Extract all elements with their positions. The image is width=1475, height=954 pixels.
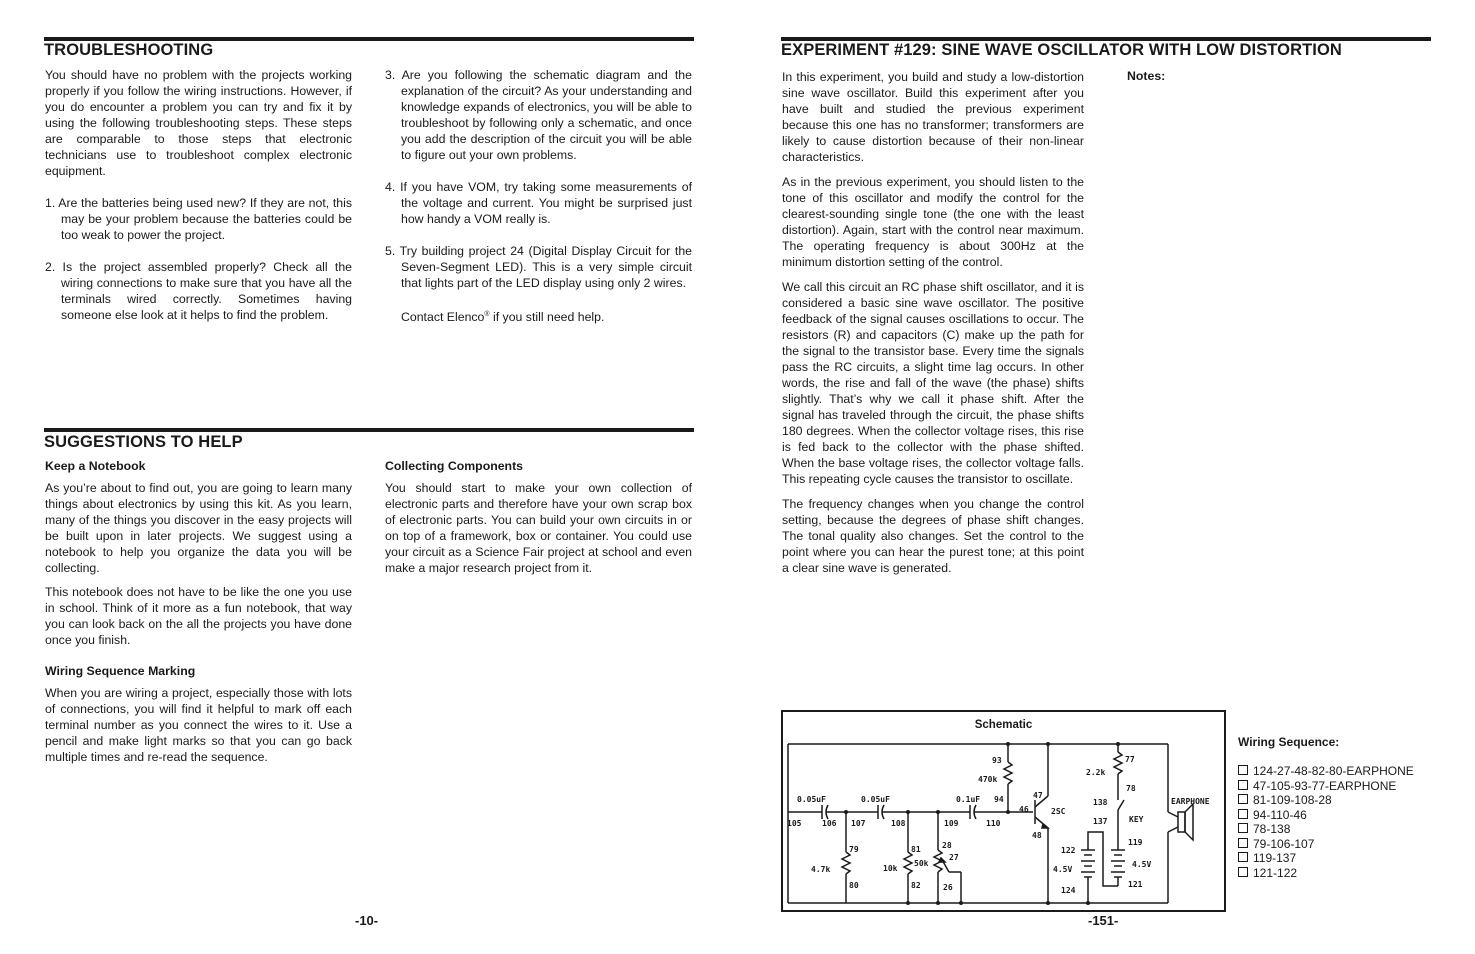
troubleshooting-item-2: 2. Is the project assembled properly? Check all the wiring connections to make sure that you have all the terminals wired correctly. Sometimes having someone else look at it helps to find the problem. [45,260,352,322]
label-94: 94 [994,795,1004,804]
wiring-item[interactable] [1238,822,1438,837]
notes-label: Notes: [1127,69,1166,83]
label-4-5v-1: 4.5V [1053,865,1073,874]
label-107: 107 [851,819,866,828]
experiment-text-column [782,69,1084,576]
wiring-item[interactable] [1238,779,1438,794]
label-108: 108 [891,819,906,828]
label-26: 26 [943,883,953,892]
wiring-item[interactable] [1238,808,1438,823]
collecting-heading: Collecting Components [385,459,523,473]
experiment-paragraph-2: As in the previous experiment, you should listen to the tone of this oscillator and modify the control for the clearest-sounding single tone (the one with the least distortion). Again, start with the control near maximum. The operating frequency is about 300Hz at the minimum distortion setting of the control. [782,175,1084,269]
label-110: 110 [986,819,1001,828]
schematic-title: Schematic [974,719,1033,731]
checkbox-icon[interactable] [1238,838,1248,848]
label-2-2k: 2.2k [1086,768,1106,777]
checkbox-icon[interactable] [1238,852,1248,862]
notebook-paragraph-1: As you’re about to find out, you are going to learn many things about electronics by using this kit. As you learn, many of the things you discover in the easy projects will be built upon in later projects. We suggest using a notebook to help you organize the data you will be collecting. [45,481,352,575]
contact-line [385,307,692,325]
wiring-sequence-title: Wiring Sequence: [1238,735,1340,749]
experiment-paragraph-4: The frequency changes when you change the control setting, because the degrees of phase shift changes. The tonal quality also changes. Set the control to the point where you can hear the purest tone; at this point a clear sine wave is generated. [782,497,1084,575]
suggestions-heading: SUGGESTIONS TO HELP [44,433,243,451]
checkbox-icon[interactable] [1238,809,1248,819]
troubleshooting-list-a [45,195,352,323]
checkbox-icon[interactable] [1238,780,1248,790]
wiring-marking-paragraph: When you are wiring a project, especially those with lots of connections, you will find it helpful to mark off each terminal number as you connect the wires to it. Use a pencil and make light marks so that you can go back multiple times and re-read the sequence. [45,686,352,764]
suggestions-col-2 [385,459,692,576]
label-48: 48 [1032,831,1042,840]
experiment-paragraph-1: In this experiment, you build and study a low-distortion sine wave oscillator. Build this experiment after you have built and studied the previous experiment because this one has no transformer; transformers are likely to cause distortion because of their non-linear characteristics. [782,70,1084,164]
troubleshooting-item-5: 5. Try building project 24 (Digital Display Circuit for the Seven-Segment LED). This is a very simple circuit that lights part of the LED display using only 2 wires. [385,244,692,290]
label-2sc: 2SC [1051,807,1066,816]
registered-mark: ® [484,311,490,318]
wiring-item-text: 124-27-48-82-80-EARPHONE [1253,764,1414,778]
label-109: 109 [944,819,959,828]
wiring-item-text: 47-105-93-77-EARPHONE [1253,778,1397,793]
wiring-item-text: 78-138 [1253,822,1291,836]
troubleshooting-col-1 [45,67,352,323]
label-c1: 0.05uF [797,795,826,804]
wiring-item-text: 81-109-108-28 [1253,793,1332,807]
right-page-number: -151- [1088,913,1119,928]
troubleshooting-item-1: 1. Are the batteries being used new? If they are not, this may be your problem because the batteries could be too weak to power the project. [45,196,352,242]
suggestions-rule [44,428,694,432]
wiring-sequence [1238,735,1438,880]
wiring-item[interactable] [1238,866,1438,881]
suggestions-col-1 [45,459,352,765]
label-82: 82 [911,881,921,890]
label-10k: 10k [883,864,898,873]
troubleshooting-heading: TROUBLESHOOTING [44,41,214,59]
label-121: 121 [1128,880,1143,889]
troubleshooting-item-4: 4. If you have VOM, try taking some measurements of the voltage and current. You might be surprised just how handy a VOM really is. [385,180,692,226]
label-47: 47 [1033,791,1043,800]
label-81: 81 [911,845,921,854]
wiring-sequence-list [1238,764,1438,880]
notebook-heading: Keep a Notebook [45,459,146,473]
label-93: 93 [992,756,1002,765]
label-earphone: EARPHONE [1171,797,1210,806]
label-27: 27 [949,853,959,862]
label-80: 80 [849,881,859,890]
wiring-item[interactable] [1238,837,1438,852]
wiring-item[interactable] [1238,793,1438,808]
wiring-item-text: 79-106-107 [1253,836,1315,851]
label-c2: 0.05uF [861,795,890,804]
label-key: KEY [1129,815,1144,824]
contact-post: if you still need help. [489,310,605,325]
wiring-item-text: 94-110-46 [1253,807,1307,822]
notebook-paragraph-2: This notebook does not have to be like the one you use in school. Think of it more as a fun notebook, that way you can look back on the all the projects you have done once you finish. [45,585,352,647]
label-79: 79 [849,845,859,854]
label-138: 138 [1093,798,1108,807]
troubleshooting-col-2 [385,67,692,325]
troubleshooting-list-b [385,67,692,291]
checkbox-icon[interactable] [1238,794,1248,804]
label-106: 106 [822,819,837,828]
experiment-heading: EXPERIMENT #129: SINE WAVE OSCILLATOR WITH LOW DISTORTION [781,41,1342,59]
checkbox-icon[interactable] [1238,765,1248,775]
wiring-item-text: 121-122 [1253,865,1298,880]
label-77: 77 [1125,755,1135,764]
label-124: 124 [1061,886,1076,895]
wiring-marking-heading: Wiring Sequence Marking [45,664,196,678]
contact-pre: Contact Elenco [401,310,485,325]
label-4-5v-2: 4.5V [1132,860,1152,869]
left-page-number: -10- [355,913,379,928]
collecting-paragraph: You should start to make your own collection of electronic parts and therefore have your own scrap box of electronic parts. You can build your own circuits in or on top of a framework, box or container. You could use your circuit as a Science Fair project at school and even make a major research project from it. [385,481,692,575]
checkbox-icon[interactable] [1238,867,1248,877]
wiring-item[interactable] [1238,851,1438,866]
wiring-item-text: 119-137 [1253,851,1297,865]
label-122: 122 [1061,846,1076,855]
label-105: 105 [787,819,802,828]
schematic-diagram [783,712,1224,910]
label-4-7k: 4.7k [811,865,831,874]
label-137: 137 [1093,817,1108,826]
label-119: 119 [1128,838,1143,847]
label-28: 28 [942,841,952,850]
label-50k: 50k [914,859,929,868]
label-78: 78 [1126,784,1136,793]
troubleshooting-item-3: 3. Are you following the schematic diagram and the explanation of the circuit? As your understanding and knowledge expands of electronics, you will be able to troubleshoot by following only a schematic, and once you add the description of the circuit you will be able to figure out your own problems. [385,68,692,162]
label-c3: 0.1uF [956,795,981,804]
label-46: 46 [1019,805,1029,814]
schematic-frame [781,710,1226,912]
label-470k: 470k [978,775,998,784]
troubleshooting-intro: You should have no problem with the projects working properly if you follow the wiring instructions. However, if you do encounter a problem you can try and fix it by using the following troubleshooting steps. These steps are comparable to those steps that electronic technicians use to troubleshoot complex electronic equipment. [45,68,352,178]
experiment-paragraph-3: We call this circuit an RC phase shift oscillator, and it is considered a basic sine wave oscillator. The positive feedback of the signal causes oscillations to occur. The resistors (R) and capacitors (C) make up the path for the signal to the transistor base. Every time the signals pass the RC circuits, a slight time lag occurs. In other words, the rise and fall of the wave (the phase) shifts slightly. That’s why we call it phase shift. After the signal has traveled through the circuit, the phase shifts 180 degrees. When the collector voltage rises, this rise is fed back to the collector with the phase shifted. When the base voltage rises, the collector voltage falls. This repeating cycle causes the transistor to oscillate. [782,280,1084,486]
checkbox-icon[interactable] [1238,823,1248,833]
wiring-item[interactable] [1238,764,1438,779]
